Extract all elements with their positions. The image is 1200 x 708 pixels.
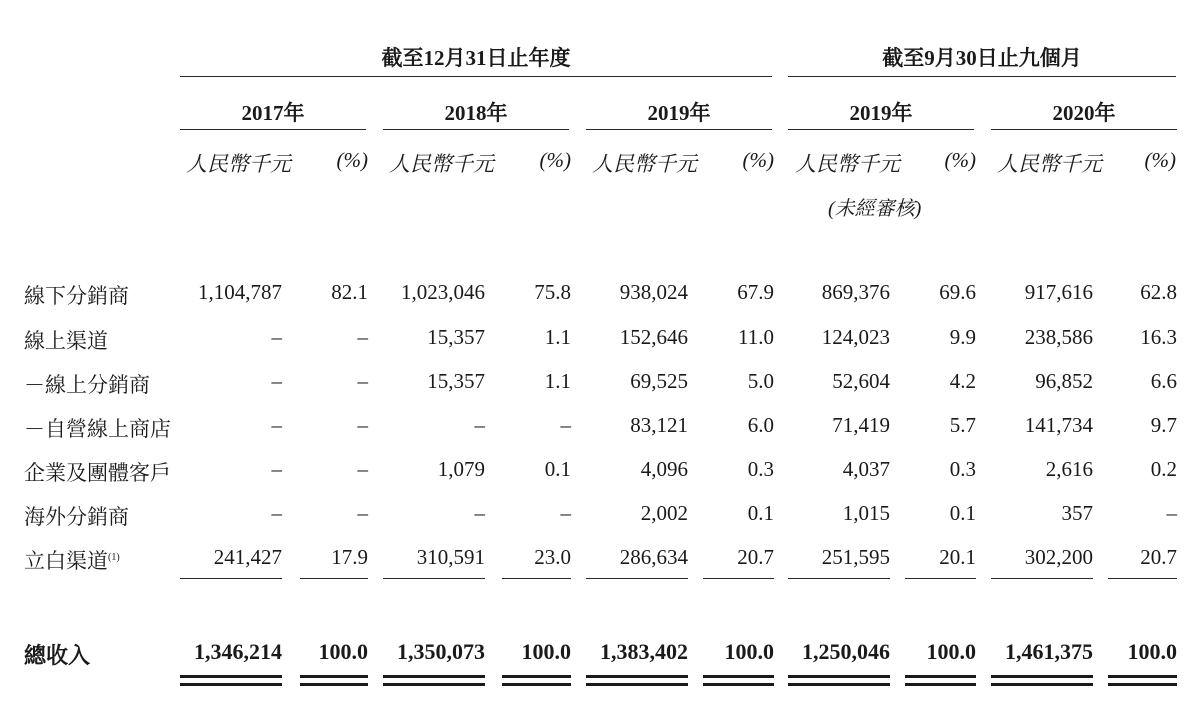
percent-cell: – xyxy=(357,413,368,437)
total-double-rule-top xyxy=(788,675,890,678)
unaudited-note: (未經審核) xyxy=(828,198,922,220)
amount-cell: 96,852 xyxy=(1035,369,1093,393)
total-double-rule-bottom xyxy=(703,683,774,686)
total-double-rule-bottom xyxy=(905,683,976,686)
percent-cell: – xyxy=(357,369,368,393)
year-rule-2017 xyxy=(180,129,366,130)
amount-cell: – xyxy=(271,501,282,525)
subtotal-rule xyxy=(991,578,1093,579)
amount-cell: 83,121 xyxy=(630,413,688,437)
amount-cell: 141,734 xyxy=(1024,413,1093,437)
percent-cell: 17.9 xyxy=(331,545,368,569)
amount-cell: 1,079 xyxy=(437,457,485,481)
total-double-rule-top xyxy=(1108,675,1177,678)
percent-cell: 0.3 xyxy=(747,457,774,481)
group-header-nine-months-rule xyxy=(788,76,1176,77)
percent-cell: 20.7 xyxy=(1140,545,1177,569)
amount-cell: 251,595 xyxy=(821,545,890,569)
percent-cell: – xyxy=(1166,501,1177,525)
unit-header-pct: (%) xyxy=(944,148,976,172)
year-header-2018: 2018年 xyxy=(444,101,508,125)
percent-cell: 20.1 xyxy=(939,545,976,569)
amount-cell: – xyxy=(271,457,282,481)
total-double-rule-bottom xyxy=(383,683,485,686)
percent-cell: 4.2 xyxy=(949,369,976,393)
amount-cell: 238,586 xyxy=(1024,325,1093,349)
row-label: 海外分銷商 xyxy=(24,505,129,529)
year-header-2017: 2017年 xyxy=(241,101,305,125)
amount-cell: 124,023 xyxy=(821,325,890,349)
amount-cell: 938,024 xyxy=(619,280,688,304)
amount-cell: 15,357 xyxy=(427,369,485,393)
total-double-rule-top xyxy=(586,675,688,678)
row-label: －自營線上商店 xyxy=(24,417,171,441)
amount-cell: 2,616 xyxy=(1045,457,1093,481)
percent-cell: – xyxy=(560,413,571,437)
amount-cell: 71,419 xyxy=(832,413,890,437)
unit-header-pct: (%) xyxy=(742,148,774,172)
year-rule-2019-9m xyxy=(788,129,974,130)
total-percent-cell: 100.0 xyxy=(724,639,774,664)
amount-cell: 302,200 xyxy=(1024,545,1093,569)
percent-cell: 6.0 xyxy=(747,413,774,437)
total-double-rule-top xyxy=(180,675,282,678)
amount-cell: 4,037 xyxy=(842,457,890,481)
percent-cell: 11.0 xyxy=(738,325,774,349)
total-label: 總收入 xyxy=(24,643,91,668)
row-label: 企業及團體客戶 xyxy=(24,461,171,485)
year-rule-2020-9m xyxy=(991,129,1177,130)
total-double-rule-top xyxy=(703,675,774,678)
total-double-rule-bottom xyxy=(788,683,890,686)
amount-cell: – xyxy=(271,325,282,349)
percent-cell: – xyxy=(357,325,368,349)
unit-header-rmb: 人民幣千元 xyxy=(795,152,900,176)
total-double-rule-bottom xyxy=(502,683,571,686)
percent-cell: 1.1 xyxy=(544,325,571,349)
percent-cell: 82.1 xyxy=(331,280,368,304)
group-header-fiscal-year: 截至12月31日止年度 xyxy=(381,46,571,70)
total-amount-cell: 1,250,046 xyxy=(802,639,890,664)
amount-cell: 1,104,787 xyxy=(198,280,282,304)
unit-header-pct: (%) xyxy=(539,148,571,172)
row-label-text: 立白渠道 xyxy=(24,549,108,573)
amount-cell: 4,096 xyxy=(640,457,688,481)
total-double-rule-bottom xyxy=(180,683,282,686)
subtotal-rule xyxy=(180,578,282,579)
total-double-rule-top xyxy=(905,675,976,678)
subtotal-rule xyxy=(788,578,890,579)
row-label: －線上分銷商 xyxy=(24,373,150,397)
amount-cell: – xyxy=(271,369,282,393)
amount-cell: 2,002 xyxy=(640,501,688,525)
total-percent-cell: 100.0 xyxy=(521,639,571,664)
subtotal-rule xyxy=(502,578,571,579)
unit-header-rmb: 人民幣千元 xyxy=(186,152,291,176)
subtotal-rule xyxy=(300,578,368,579)
total-amount-cell: 1,383,402 xyxy=(600,639,688,664)
unit-header-pct: (%) xyxy=(1144,148,1176,172)
row-label xyxy=(24,545,120,575)
total-double-rule-bottom xyxy=(300,683,368,686)
percent-cell: 0.1 xyxy=(747,501,774,525)
total-double-rule-top xyxy=(991,675,1093,678)
percent-cell: 62.8 xyxy=(1140,280,1177,304)
total-double-rule-bottom xyxy=(991,683,1093,686)
year-header-2019-9m: 2019年 xyxy=(849,101,913,125)
amount-cell: 310,591 xyxy=(416,545,485,569)
percent-cell: 0.2 xyxy=(1150,457,1177,481)
amount-cell: – xyxy=(474,413,485,437)
percent-cell: 1.1 xyxy=(544,369,571,393)
percent-cell: – xyxy=(560,501,571,525)
amount-cell: 52,604 xyxy=(832,369,890,393)
subtotal-rule xyxy=(383,578,485,579)
amount-cell: 286,634 xyxy=(619,545,688,569)
year-rule-2019 xyxy=(586,129,772,130)
unit-header-rmb: 人民幣千元 xyxy=(592,152,697,176)
year-rule-2018 xyxy=(383,129,569,130)
percent-cell: 6.6 xyxy=(1150,369,1177,393)
percent-cell: – xyxy=(357,457,368,481)
amount-cell: – xyxy=(474,501,485,525)
subtotal-rule xyxy=(703,578,774,579)
row-label: 線下分銷商 xyxy=(24,284,129,308)
group-header-fiscal-year-rule xyxy=(180,76,772,77)
unit-header-rmb: 人民幣千元 xyxy=(997,152,1102,176)
footnote-marker: (1) xyxy=(108,552,120,563)
total-double-rule-bottom xyxy=(586,683,688,686)
amount-cell: – xyxy=(271,413,282,437)
percent-cell: 23.0 xyxy=(534,545,571,569)
total-amount-cell: 1,350,073 xyxy=(397,639,485,664)
subtotal-rule xyxy=(1108,578,1177,579)
amount-cell: 152,646 xyxy=(619,325,688,349)
amount-cell: 1,015 xyxy=(842,501,890,525)
percent-cell: 5.0 xyxy=(747,369,774,393)
total-percent-cell: 100.0 xyxy=(1127,639,1177,664)
amount-cell: 15,357 xyxy=(427,325,485,349)
total-percent-cell: 100.0 xyxy=(926,639,976,664)
total-double-rule-bottom xyxy=(1108,683,1177,686)
total-amount-cell: 1,461,375 xyxy=(1005,639,1093,664)
year-header-2019: 2019年 xyxy=(647,101,711,125)
row-label: 線上渠道 xyxy=(24,329,108,353)
total-double-rule-top xyxy=(383,675,485,678)
percent-cell: 0.1 xyxy=(949,501,976,525)
year-header-2020-9m: 2020年 xyxy=(1052,101,1116,125)
percent-cell: 5.7 xyxy=(949,413,976,437)
subtotal-rule xyxy=(905,578,976,579)
group-header-nine-months: 截至9月30日止九個月 xyxy=(882,46,1082,70)
total-double-rule-top xyxy=(300,675,368,678)
total-double-rule-top xyxy=(502,675,571,678)
percent-cell: 9.9 xyxy=(949,325,976,349)
percent-cell: 0.3 xyxy=(949,457,976,481)
amount-cell: 1,023,046 xyxy=(401,280,485,304)
percent-cell: 20.7 xyxy=(737,545,774,569)
percent-cell: 0.1 xyxy=(544,457,571,481)
percent-cell: 69.6 xyxy=(939,280,976,304)
amount-cell: 917,616 xyxy=(1024,280,1093,304)
total-percent-cell: 100.0 xyxy=(318,639,368,664)
amount-cell: 357 xyxy=(1061,501,1093,525)
unit-header-rmb: 人民幣千元 xyxy=(389,152,494,176)
percent-cell: 67.9 xyxy=(737,280,774,304)
percent-cell: 75.8 xyxy=(534,280,571,304)
percent-cell: – xyxy=(357,501,368,525)
total-amount-cell: 1,346,214 xyxy=(194,639,282,664)
amount-cell: 69,525 xyxy=(630,369,688,393)
amount-cell: 869,376 xyxy=(821,280,890,304)
subtotal-rule xyxy=(586,578,688,579)
unit-header-pct: (%) xyxy=(336,148,368,172)
amount-cell: 241,427 xyxy=(213,545,282,569)
percent-cell: 16.3 xyxy=(1140,325,1177,349)
percent-cell: 9.7 xyxy=(1150,413,1177,437)
